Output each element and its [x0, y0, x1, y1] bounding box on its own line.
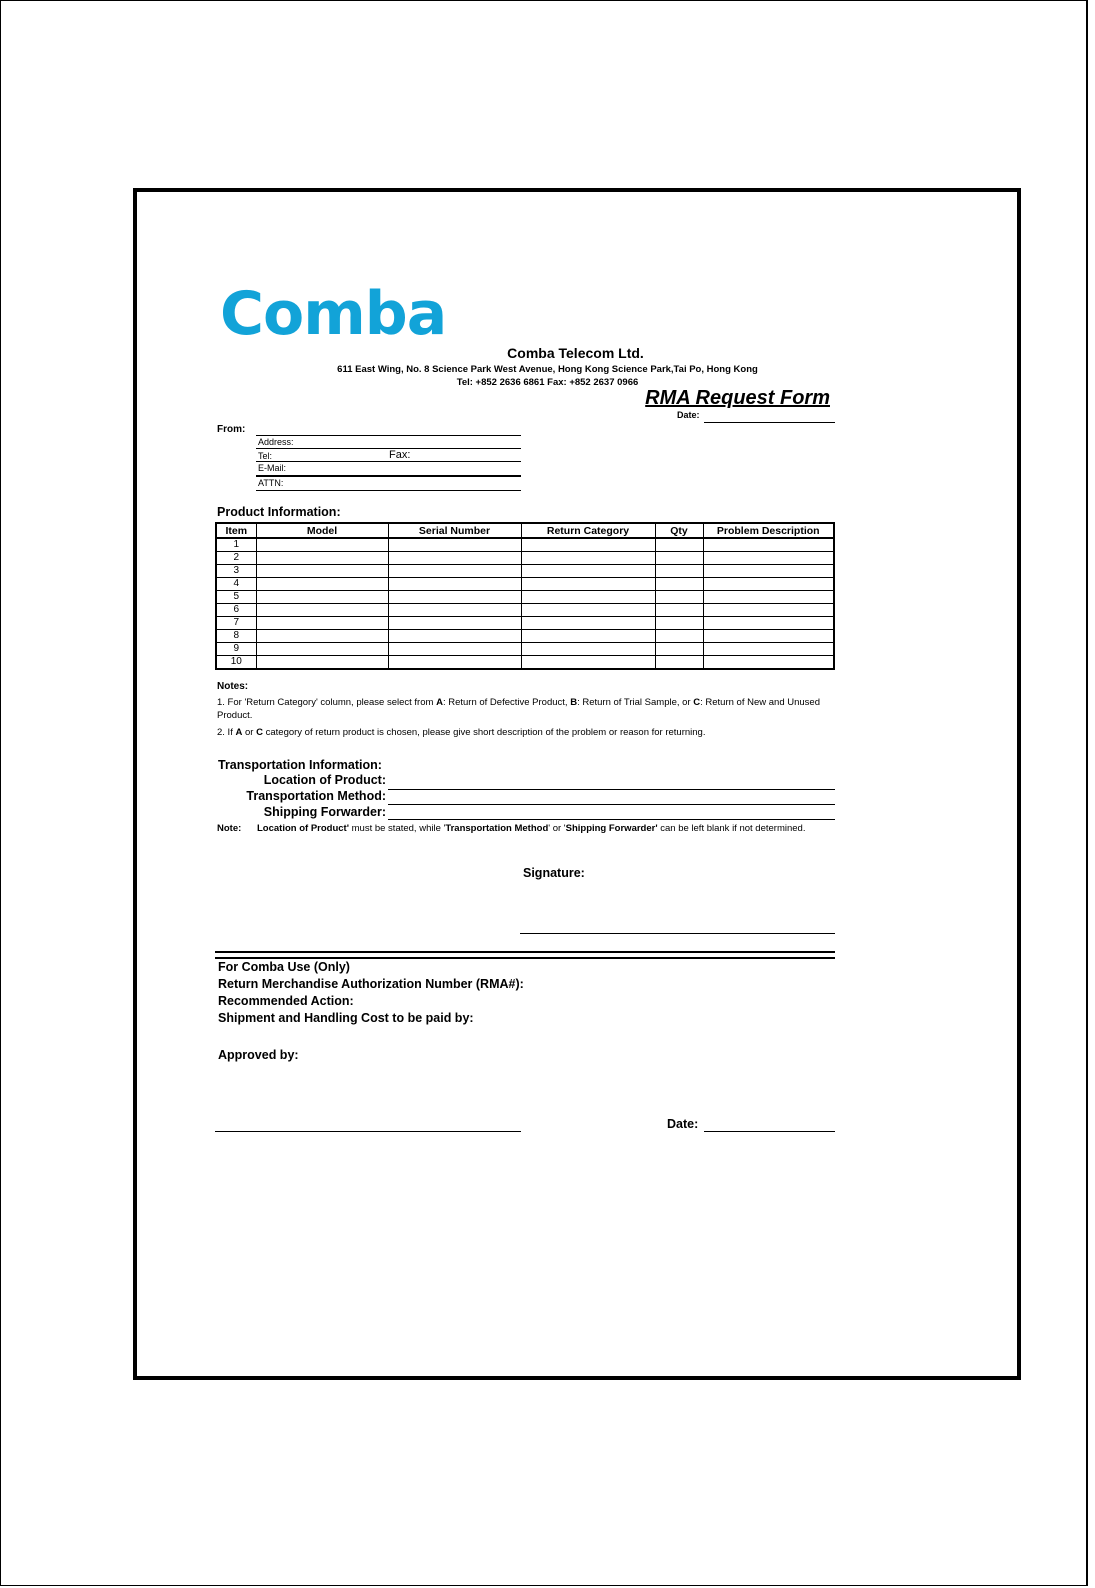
attn-field[interactable]	[256, 490, 521, 491]
problem-cell[interactable]	[703, 578, 834, 591]
model-cell[interactable]	[256, 538, 388, 552]
table-row	[216, 591, 834, 604]
table-header-row	[216, 523, 834, 538]
category-cell[interactable]	[521, 578, 655, 591]
transport-title: Transportation Information:	[218, 758, 382, 772]
table-row	[216, 630, 834, 643]
from-label: From:	[217, 424, 246, 435]
company-address: 611 East Wing, No. 8 Science Park West Avenue, Hong Kong Science Park,Tai Po, Hong Kong	[337, 364, 758, 375]
form-title: RMA Request Form	[645, 387, 830, 409]
category-cell[interactable]	[521, 630, 655, 643]
approval-date-field[interactable]	[704, 1131, 835, 1132]
problem-cell[interactable]	[703, 591, 834, 604]
problem-cell[interactable]	[703, 565, 834, 578]
item-number: 9	[216, 643, 256, 656]
model-cell[interactable]	[256, 578, 388, 591]
signature-label: Signature:	[523, 866, 585, 880]
serial-cell[interactable]	[388, 617, 521, 630]
recommended-action-label: Recommended Action:	[218, 994, 354, 1008]
problem-cell[interactable]	[703, 643, 834, 656]
table-row	[216, 643, 834, 656]
notes-title: Notes:	[217, 681, 249, 692]
problem-cell[interactable]	[703, 552, 834, 565]
qty-cell[interactable]	[655, 538, 703, 552]
approval-date-label: Date:	[667, 1117, 699, 1131]
qty-cell[interactable]	[655, 578, 703, 591]
address-label: Address:	[258, 437, 294, 447]
table-row	[216, 604, 834, 617]
problem-cell[interactable]	[703, 630, 834, 643]
method-label: Transportation Method:	[246, 789, 386, 803]
serial-cell[interactable]	[388, 604, 521, 617]
forwarder-field[interactable]	[388, 819, 835, 820]
model-cell[interactable]	[256, 565, 388, 578]
table-row	[216, 578, 834, 591]
item-number: 5	[216, 591, 256, 604]
email-label: E-Mail:	[258, 463, 287, 473]
item-number: 2	[216, 552, 256, 565]
col-header: Return Category	[521, 523, 655, 538]
category-cell[interactable]	[521, 552, 655, 565]
item-number: 7	[216, 617, 256, 630]
location-field[interactable]	[388, 789, 835, 790]
table-row	[216, 656, 834, 670]
qty-cell[interactable]	[655, 643, 703, 656]
problem-cell[interactable]	[703, 656, 834, 670]
item-number: 1	[216, 538, 256, 552]
problem-cell[interactable]	[703, 538, 834, 552]
header-date-field[interactable]	[704, 422, 835, 423]
product-info-title: Product Information:	[217, 505, 341, 519]
serial-cell[interactable]	[388, 643, 521, 656]
model-cell[interactable]	[256, 552, 388, 565]
note-2: 2. If A or C category of return product is chosen, please give short description of the problem or reason for returning.	[217, 727, 706, 738]
transport-note: Location of Product' must be stated, while 'Transportation Method' or 'Shipping Forwarder' can be left blank if not determined.	[257, 823, 806, 834]
col-header: Item	[216, 523, 256, 538]
item-number: 8	[216, 630, 256, 643]
qty-cell[interactable]	[655, 604, 703, 617]
email-field[interactable]	[256, 475, 521, 477]
qty-cell[interactable]	[655, 565, 703, 578]
col-header: Problem Description	[703, 523, 834, 538]
category-cell[interactable]	[521, 604, 655, 617]
qty-cell[interactable]	[655, 630, 703, 643]
problem-cell[interactable]	[703, 617, 834, 630]
category-cell[interactable]	[521, 617, 655, 630]
serial-cell[interactable]	[388, 656, 521, 670]
table-row	[216, 565, 834, 578]
fax-label: Fax:	[389, 449, 411, 461]
qty-cell[interactable]	[655, 591, 703, 604]
rma-number-label: Return Merchandise Authorization Number (RMA#):	[218, 977, 524, 991]
item-number: 10	[216, 656, 256, 670]
transport-note-label: Note:	[217, 823, 242, 834]
model-cell[interactable]	[256, 643, 388, 656]
approved-by-field[interactable]	[215, 1131, 521, 1132]
forwarder-label: Shipping Forwarder:	[263, 805, 386, 819]
note-1: 1. For 'Return Category' column, please select from A: Return of Defective Product, B: Return of Trial Sample, or C: Return of New and Unused Product.	[217, 697, 820, 721]
model-cell[interactable]	[256, 617, 388, 630]
signature-field[interactable]	[520, 933, 835, 934]
col-header: Qty	[655, 523, 703, 538]
item-number: 3	[216, 565, 256, 578]
attn-label: ATTN:	[258, 478, 284, 488]
company-name: Comba Telecom Ltd.	[507, 345, 644, 361]
separator-line	[215, 957, 835, 959]
serial-cell[interactable]	[388, 578, 521, 591]
model-cell[interactable]	[256, 656, 388, 670]
table-row	[216, 538, 834, 552]
serial-cell[interactable]	[388, 565, 521, 578]
comba-logo: Comba	[220, 279, 447, 349]
product-table	[215, 522, 835, 670]
col-header: Serial Number	[388, 523, 521, 538]
method-field[interactable]	[388, 804, 835, 805]
item-number: 6	[216, 604, 256, 617]
qty-cell[interactable]	[655, 656, 703, 670]
cost-paid-by-label: Shipment and Handling Cost to be paid by:	[218, 1011, 474, 1025]
item-number: 4	[216, 578, 256, 591]
table-row	[216, 617, 834, 630]
separator-line	[215, 951, 835, 953]
model-cell[interactable]	[256, 630, 388, 643]
serial-cell[interactable]	[388, 630, 521, 643]
category-cell[interactable]	[521, 538, 655, 552]
serial-cell[interactable]	[388, 552, 521, 565]
category-cell[interactable]	[521, 591, 655, 604]
model-cell[interactable]	[256, 604, 388, 617]
qty-cell[interactable]	[655, 617, 703, 630]
header-date-label: Date:	[677, 410, 700, 420]
category-cell[interactable]	[521, 643, 655, 656]
category-cell[interactable]	[521, 656, 655, 670]
model-cell[interactable]	[256, 591, 388, 604]
category-cell[interactable]	[521, 565, 655, 578]
from-field[interactable]	[256, 435, 521, 436]
comba-use-title: For Comba Use (Only)	[218, 960, 350, 974]
problem-cell[interactable]	[703, 604, 834, 617]
table-row	[216, 552, 834, 565]
serial-cell[interactable]	[388, 538, 521, 552]
tel-fax-field[interactable]	[256, 461, 521, 462]
tel-label: Tel:	[258, 451, 273, 461]
col-header: Model	[256, 523, 388, 538]
company-tel-fax: Tel: +852 2636 6861 Fax: +852 2637 0966	[456, 377, 639, 388]
approved-by-label: Approved by:	[218, 1048, 299, 1062]
location-label: Location of Product:	[263, 773, 386, 787]
serial-cell[interactable]	[388, 591, 521, 604]
qty-cell[interactable]	[655, 552, 703, 565]
